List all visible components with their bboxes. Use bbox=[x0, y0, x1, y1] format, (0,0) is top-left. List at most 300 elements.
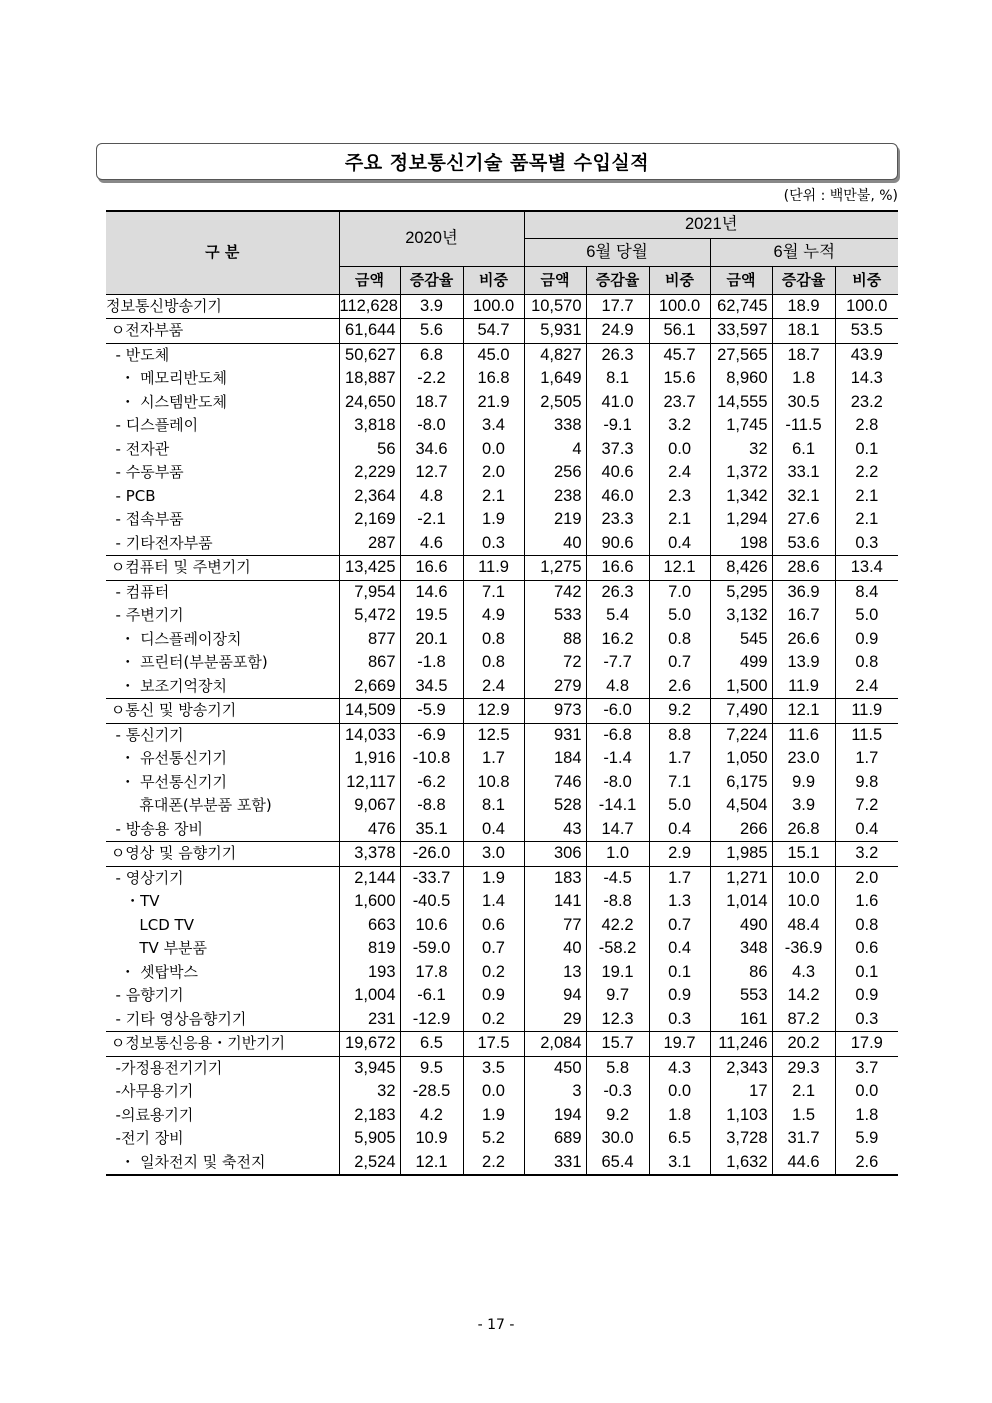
cell-value: 1,103 bbox=[710, 1104, 772, 1128]
cell-value: 306 bbox=[524, 842, 586, 867]
row-label: -의료용기기 bbox=[106, 1104, 339, 1128]
table-row bbox=[106, 414, 898, 438]
cell-value: -2.1 bbox=[400, 508, 463, 532]
cell-value: 12,117 bbox=[339, 771, 400, 795]
cell-value: 27.6 bbox=[772, 508, 835, 532]
cell-value: 23.7 bbox=[649, 391, 710, 415]
page-number: - 17 - bbox=[477, 1317, 515, 1333]
row-label: ・ 셋탑박스 bbox=[106, 961, 339, 985]
cell-value: 18.9 bbox=[772, 294, 835, 319]
row-label: ㅇ정보통신응용・기반기기 bbox=[106, 1032, 339, 1057]
table-row bbox=[106, 628, 898, 652]
cell-value: 0.8 bbox=[463, 628, 524, 652]
cell-value: 2.6 bbox=[835, 1151, 898, 1176]
cell-value: 7,490 bbox=[710, 699, 772, 724]
cell-value: 1.7 bbox=[649, 866, 710, 890]
cell-value: 33.1 bbox=[772, 461, 835, 485]
cell-value: 7,954 bbox=[339, 580, 400, 604]
cell-value: 1,632 bbox=[710, 1151, 772, 1176]
cell-value: 8.4 bbox=[835, 580, 898, 604]
row-label: - PCB bbox=[106, 485, 339, 509]
cell-value: -28.5 bbox=[400, 1080, 463, 1104]
cell-value: -6.8 bbox=[586, 723, 649, 747]
cell-value: 9.5 bbox=[400, 1056, 463, 1080]
cell-value: 18.7 bbox=[772, 343, 835, 367]
table-row bbox=[106, 937, 898, 961]
cell-value: 16.2 bbox=[586, 628, 649, 652]
cell-value: 32.1 bbox=[772, 485, 835, 509]
cell-value: 1.9 bbox=[463, 508, 524, 532]
cell-value: 0.4 bbox=[463, 818, 524, 842]
unit-note: (단위 : 백만불, %) bbox=[783, 188, 898, 204]
cell-value: 50,627 bbox=[339, 343, 400, 367]
cell-value: 331 bbox=[524, 1151, 586, 1176]
cell-value: 4 bbox=[524, 438, 586, 462]
cell-value: 1,275 bbox=[524, 556, 586, 581]
cell-value: 3 bbox=[524, 1080, 586, 1104]
cell-value: 28.6 bbox=[772, 556, 835, 581]
row-label: ・ 메모리반도체 bbox=[106, 367, 339, 391]
cell-value: 6.8 bbox=[400, 343, 463, 367]
cell-value: 40 bbox=[524, 937, 586, 961]
cell-value: 0.4 bbox=[649, 818, 710, 842]
row-label: - 접속부품 bbox=[106, 508, 339, 532]
cell-value: 36.9 bbox=[772, 580, 835, 604]
cell-value: 5.6 bbox=[400, 319, 463, 344]
cell-value: 0.4 bbox=[649, 937, 710, 961]
row-label: - 반도체 bbox=[106, 343, 339, 367]
cell-value: 14.6 bbox=[400, 580, 463, 604]
cell-value: 4.2 bbox=[400, 1104, 463, 1128]
cell-value: 7.2 bbox=[855, 796, 879, 815]
cell-value: 29 bbox=[524, 1008, 586, 1032]
row-label: ・ 프린터(부분품포함) bbox=[106, 651, 339, 675]
cell-value: -26.0 bbox=[400, 842, 463, 867]
cell-value: 348 bbox=[710, 937, 772, 961]
cell-value: 7,224 bbox=[710, 723, 772, 747]
cell-value: 33,597 bbox=[710, 319, 772, 344]
cell-value: 11.6 bbox=[772, 723, 835, 747]
cell-value: 20.1 bbox=[400, 628, 463, 652]
table-row bbox=[106, 651, 898, 675]
cell-value: 14,509 bbox=[339, 699, 400, 724]
cell-value: 2.1 bbox=[855, 510, 879, 529]
cell-value: 3,945 bbox=[339, 1056, 400, 1080]
cell-value: -8.0 bbox=[400, 414, 463, 438]
cell-value: -12.9 bbox=[400, 1008, 463, 1032]
cell-value: -33.7 bbox=[400, 866, 463, 890]
cell-value: 553 bbox=[710, 984, 772, 1008]
cell-value: 7.1 bbox=[463, 580, 524, 604]
cell-value: 4.9 bbox=[463, 604, 524, 628]
cell-value: 13.4 bbox=[835, 556, 898, 581]
table-row bbox=[106, 818, 898, 842]
cell-value: 0.3 bbox=[855, 533, 879, 552]
cell-value: 256 bbox=[524, 461, 586, 485]
cell-value: 450 bbox=[524, 1056, 586, 1080]
cell-value: 9.9 bbox=[772, 771, 835, 795]
cell-value: 26.8 bbox=[772, 818, 835, 842]
cell-value: 12.9 bbox=[463, 699, 524, 724]
cell-value: 2.1 bbox=[772, 1080, 835, 1104]
cell-value: 3.2 bbox=[835, 842, 898, 867]
cell-value: 8.1 bbox=[463, 794, 524, 818]
cell-value: 0.0 bbox=[649, 1080, 710, 1104]
cell-value: 2.6 bbox=[649, 675, 710, 699]
cell-value: 30.5 bbox=[772, 391, 835, 415]
cell-value: 1,014 bbox=[710, 890, 772, 914]
cell-value: 24.9 bbox=[586, 319, 649, 344]
cell-value: 1.7 bbox=[649, 747, 710, 771]
cell-value: 3.9 bbox=[400, 294, 463, 319]
cell-value: 30.0 bbox=[586, 1127, 649, 1151]
cell-value: 0.9 bbox=[649, 984, 710, 1008]
cell-value: 14,033 bbox=[339, 723, 400, 747]
header-growth: 증감율 bbox=[586, 266, 649, 294]
cell-value: 2.2 bbox=[855, 463, 879, 482]
cell-value: 3,728 bbox=[710, 1127, 772, 1151]
cell-value: 867 bbox=[339, 651, 400, 675]
cell-value: 48.4 bbox=[772, 914, 835, 938]
cell-value: -8.8 bbox=[400, 794, 463, 818]
cell-value: 0.0 bbox=[463, 438, 524, 462]
cell-value: 1.7 bbox=[855, 749, 879, 768]
cell-value: -7.7 bbox=[586, 651, 649, 675]
header-category: 구 분 bbox=[106, 211, 339, 294]
cell-value: 18.1 bbox=[772, 319, 835, 344]
cell-value: 56.1 bbox=[649, 319, 710, 344]
cell-value: 45.0 bbox=[463, 343, 524, 367]
cell-value: 499 bbox=[710, 651, 772, 675]
cell-value: 338 bbox=[524, 414, 586, 438]
cell-value: 2.0 bbox=[835, 866, 898, 890]
cell-value: 5.4 bbox=[586, 604, 649, 628]
table-body bbox=[106, 294, 898, 1175]
cell-value: 2,144 bbox=[339, 866, 400, 890]
cell-value: -40.5 bbox=[400, 890, 463, 914]
cell-value: 5.0 bbox=[649, 604, 710, 628]
cell-value: 0.8 bbox=[855, 653, 879, 672]
table-row bbox=[106, 556, 898, 581]
cell-value: 14.7 bbox=[586, 818, 649, 842]
row-label: LCD TV bbox=[106, 914, 339, 938]
cell-value: 5.0 bbox=[649, 794, 710, 818]
cell-value: 15.6 bbox=[649, 367, 710, 391]
cell-value: 819 bbox=[339, 937, 400, 961]
row-label: ・ 시스템반도체 bbox=[106, 391, 339, 415]
cell-value: -8.0 bbox=[586, 771, 649, 795]
title-box bbox=[96, 143, 898, 180]
cell-value: 490 bbox=[710, 914, 772, 938]
table-row bbox=[106, 747, 898, 771]
table-row bbox=[106, 485, 898, 509]
cell-value: 0.7 bbox=[463, 937, 524, 961]
cell-value: 37.3 bbox=[586, 438, 649, 462]
header-share: 비중 bbox=[835, 266, 898, 294]
cell-value: 0.2 bbox=[463, 961, 524, 985]
row-label: TV 부분품 bbox=[106, 937, 339, 961]
cell-value: 10.0 bbox=[772, 866, 835, 890]
cell-value: 14,555 bbox=[710, 391, 772, 415]
table-row bbox=[106, 319, 898, 344]
row-label: ・ 무선통신기기 bbox=[106, 771, 339, 795]
cell-value: 1,600 bbox=[339, 890, 400, 914]
cell-value: 2.4 bbox=[855, 676, 879, 695]
cell-value: 0.9 bbox=[463, 984, 524, 1008]
cell-value: 19.7 bbox=[649, 1032, 710, 1057]
cell-value: 3.1 bbox=[649, 1151, 710, 1176]
cell-value: 43 bbox=[524, 818, 586, 842]
cell-value: 17.7 bbox=[586, 294, 649, 319]
cell-value: 2.3 bbox=[649, 485, 710, 509]
table-row bbox=[106, 794, 898, 818]
cell-value: 0.6 bbox=[855, 939, 879, 958]
cell-value: 56 bbox=[339, 438, 400, 462]
cell-value: 16.6 bbox=[400, 556, 463, 581]
table-row bbox=[106, 1032, 898, 1057]
cell-value: 0.9 bbox=[855, 986, 879, 1005]
cell-value: 193 bbox=[339, 961, 400, 985]
cell-value: 15.1 bbox=[772, 842, 835, 867]
cell-value: 0.9 bbox=[855, 629, 879, 648]
table-row bbox=[106, 604, 898, 628]
cell-value: 43.9 bbox=[835, 343, 898, 367]
cell-value: 5.8 bbox=[586, 1056, 649, 1080]
cell-value: 19.5 bbox=[400, 604, 463, 628]
cell-value: 61,644 bbox=[339, 319, 400, 344]
cell-value: 12.7 bbox=[400, 461, 463, 485]
table-row bbox=[106, 842, 898, 867]
cell-value: 183 bbox=[524, 866, 586, 890]
cell-value: 238 bbox=[524, 485, 586, 509]
cell-value: 11.9 bbox=[835, 699, 898, 724]
cell-value: 1.9 bbox=[463, 866, 524, 890]
cell-value: 3.9 bbox=[772, 794, 835, 818]
cell-value: 4.6 bbox=[400, 532, 463, 556]
row-label: 휴대폰(부분품 포함) bbox=[106, 794, 339, 818]
cell-value: 0.6 bbox=[463, 914, 524, 938]
cell-value: 5,472 bbox=[339, 604, 400, 628]
cell-value: 16.8 bbox=[463, 367, 524, 391]
cell-value: 2,669 bbox=[339, 675, 400, 699]
table-row bbox=[106, 391, 898, 415]
cell-value: 42.2 bbox=[586, 914, 649, 938]
cell-value: 5.0 bbox=[855, 606, 879, 625]
row-label: - 전자관 bbox=[106, 438, 339, 462]
cell-value: 100.0 bbox=[649, 294, 710, 319]
cell-value: 72 bbox=[524, 651, 586, 675]
row-label: - 주변기기 bbox=[106, 604, 339, 628]
cell-value: 0.7 bbox=[649, 651, 710, 675]
cell-value: 219 bbox=[524, 508, 586, 532]
cell-value: 7.0 bbox=[649, 580, 710, 604]
cell-value: 31.7 bbox=[772, 1127, 835, 1151]
cell-value: 0.1 bbox=[855, 962, 879, 981]
header-growth: 증감율 bbox=[400, 266, 463, 294]
table-row bbox=[106, 1127, 898, 1151]
header-june-current: 6월 당월 bbox=[524, 238, 710, 266]
cell-value: -2.2 bbox=[400, 367, 463, 391]
table-row bbox=[106, 1080, 898, 1104]
cell-value: 9.8 bbox=[855, 772, 879, 791]
cell-value: 2.8 bbox=[855, 416, 879, 435]
header-amount: 금액 bbox=[524, 266, 586, 294]
row-label: - 기타 영상음향기기 bbox=[106, 1008, 339, 1032]
table-row bbox=[106, 771, 898, 795]
cell-value: 45.7 bbox=[649, 343, 710, 367]
cell-value: 1,916 bbox=[339, 747, 400, 771]
cell-value: 476 bbox=[339, 818, 400, 842]
table-row bbox=[106, 961, 898, 985]
cell-value: 3.7 bbox=[835, 1056, 898, 1080]
row-label: - 영상기기 bbox=[106, 866, 339, 890]
cell-value: 4.8 bbox=[586, 675, 649, 699]
table-row bbox=[106, 461, 898, 485]
cell-value: 528 bbox=[524, 794, 586, 818]
cell-value: 44.6 bbox=[772, 1151, 835, 1176]
cell-value: -36.9 bbox=[772, 937, 835, 961]
cell-value: 0.2 bbox=[463, 1008, 524, 1032]
cell-value: 1,745 bbox=[710, 414, 772, 438]
cell-value: 10.6 bbox=[400, 914, 463, 938]
cell-value: 1.0 bbox=[586, 842, 649, 867]
cell-value: 77 bbox=[524, 914, 586, 938]
header-amount: 금액 bbox=[710, 266, 772, 294]
cell-value: 32 bbox=[339, 1080, 400, 1104]
cell-value: 12.3 bbox=[586, 1008, 649, 1032]
cell-value: 0.7 bbox=[649, 914, 710, 938]
cell-value: 26.3 bbox=[586, 343, 649, 367]
cell-value: 877 bbox=[339, 628, 400, 652]
cell-value: 9.2 bbox=[649, 699, 710, 724]
cell-value: 184 bbox=[524, 747, 586, 771]
cell-value: 2,084 bbox=[524, 1032, 586, 1057]
cell-value: 4.3 bbox=[649, 1056, 710, 1080]
cell-value: 54.7 bbox=[463, 319, 524, 344]
cell-value: 1,050 bbox=[710, 747, 772, 771]
cell-value: 4.3 bbox=[772, 961, 835, 985]
table-row bbox=[106, 699, 898, 724]
cell-value: 141 bbox=[524, 890, 586, 914]
cell-value: -5.9 bbox=[400, 699, 463, 724]
header-june-cumulative: 6월 누적 bbox=[710, 238, 898, 266]
table-row bbox=[106, 343, 898, 367]
row-label: ・ 보조기억장치 bbox=[106, 675, 339, 699]
cell-value: 2.4 bbox=[463, 675, 524, 699]
cell-value: 1.3 bbox=[649, 890, 710, 914]
table-row bbox=[106, 532, 898, 556]
table-row bbox=[106, 508, 898, 532]
cell-value: 3.2 bbox=[649, 414, 710, 438]
cell-value: 0.3 bbox=[463, 532, 524, 556]
cell-value: 5,905 bbox=[339, 1127, 400, 1151]
cell-value: 931 bbox=[524, 723, 586, 747]
cell-value: 17.5 bbox=[463, 1032, 524, 1057]
cell-value: 2,364 bbox=[339, 485, 400, 509]
cell-value: 19,672 bbox=[339, 1032, 400, 1057]
cell-value: 21.9 bbox=[463, 391, 524, 415]
cell-value: 3,132 bbox=[710, 604, 772, 628]
cell-value: 10.8 bbox=[463, 771, 524, 795]
cell-value: -58.2 bbox=[586, 937, 649, 961]
cell-value: 663 bbox=[339, 914, 400, 938]
cell-value: 0.3 bbox=[855, 1009, 879, 1028]
cell-value: 23.2 bbox=[850, 392, 883, 411]
cell-value: 2,524 bbox=[339, 1151, 400, 1176]
cell-value: 0.0 bbox=[463, 1080, 524, 1104]
cell-value: 13.9 bbox=[772, 651, 835, 675]
cell-value: -4.5 bbox=[586, 866, 649, 890]
cell-value: 94 bbox=[524, 984, 586, 1008]
cell-value: 2.4 bbox=[649, 461, 710, 485]
cell-value: 11.9 bbox=[772, 675, 835, 699]
table-row bbox=[106, 914, 898, 938]
cell-value: -1.4 bbox=[586, 747, 649, 771]
row-label: ㅇ컴퓨터 및 주변기기 bbox=[106, 556, 339, 581]
cell-value: 8,426 bbox=[710, 556, 772, 581]
cell-value: 279 bbox=[524, 675, 586, 699]
cell-value: 112,628 bbox=[339, 294, 400, 319]
table-row bbox=[106, 1151, 898, 1176]
cell-value: 2.1 bbox=[649, 508, 710, 532]
cell-value: 0.8 bbox=[463, 651, 524, 675]
table-row bbox=[106, 294, 898, 319]
cell-value: 11,246 bbox=[710, 1032, 772, 1057]
cell-value: -6.9 bbox=[400, 723, 463, 747]
header-amount: 금액 bbox=[339, 266, 400, 294]
cell-value: 6,175 bbox=[710, 771, 772, 795]
cell-value: 4,504 bbox=[710, 794, 772, 818]
row-label: -전기 장비 bbox=[106, 1127, 339, 1151]
table-row bbox=[106, 723, 898, 747]
cell-value: 12.1 bbox=[772, 699, 835, 724]
cell-value: 1.5 bbox=[772, 1104, 835, 1128]
cell-value: 17.9 bbox=[835, 1032, 898, 1057]
cell-value: 266 bbox=[710, 818, 772, 842]
cell-value: 198 bbox=[710, 532, 772, 556]
row-label: - 방송용 장비 bbox=[106, 818, 339, 842]
cell-value: 14.2 bbox=[772, 984, 835, 1008]
cell-value: 0.8 bbox=[855, 915, 879, 934]
row-label: - 디스플레이 bbox=[106, 414, 339, 438]
row-label: - 기타전자부품 bbox=[106, 532, 339, 556]
cell-value: -11.5 bbox=[772, 414, 835, 438]
page-title: 주요 정보통신기술 품목별 수입실적 bbox=[344, 152, 650, 174]
cell-value: -10.8 bbox=[400, 747, 463, 771]
cell-value: 1,004 bbox=[339, 984, 400, 1008]
cell-value: 16.6 bbox=[586, 556, 649, 581]
cell-value: 16.7 bbox=[772, 604, 835, 628]
cell-value: 545 bbox=[710, 628, 772, 652]
cell-value: 23.0 bbox=[772, 747, 835, 771]
cell-value: 3.5 bbox=[463, 1056, 524, 1080]
cell-value: 34.5 bbox=[400, 675, 463, 699]
table-row bbox=[106, 580, 898, 604]
cell-value: 1,500 bbox=[710, 675, 772, 699]
cell-value: 9.7 bbox=[586, 984, 649, 1008]
cell-value: 17.8 bbox=[400, 961, 463, 985]
cell-value: 11.9 bbox=[463, 556, 524, 581]
cell-value: -8.8 bbox=[586, 890, 649, 914]
header-growth: 증감율 bbox=[772, 266, 835, 294]
cell-value: 8,960 bbox=[710, 367, 772, 391]
cell-value: 5,295 bbox=[710, 580, 772, 604]
cell-value: 40.6 bbox=[586, 461, 649, 485]
row-label: - 수동부품 bbox=[106, 461, 339, 485]
row-label: -가정용전기기기 bbox=[106, 1056, 339, 1080]
cell-value: 1.6 bbox=[855, 892, 879, 911]
cell-value: 3.0 bbox=[463, 842, 524, 867]
